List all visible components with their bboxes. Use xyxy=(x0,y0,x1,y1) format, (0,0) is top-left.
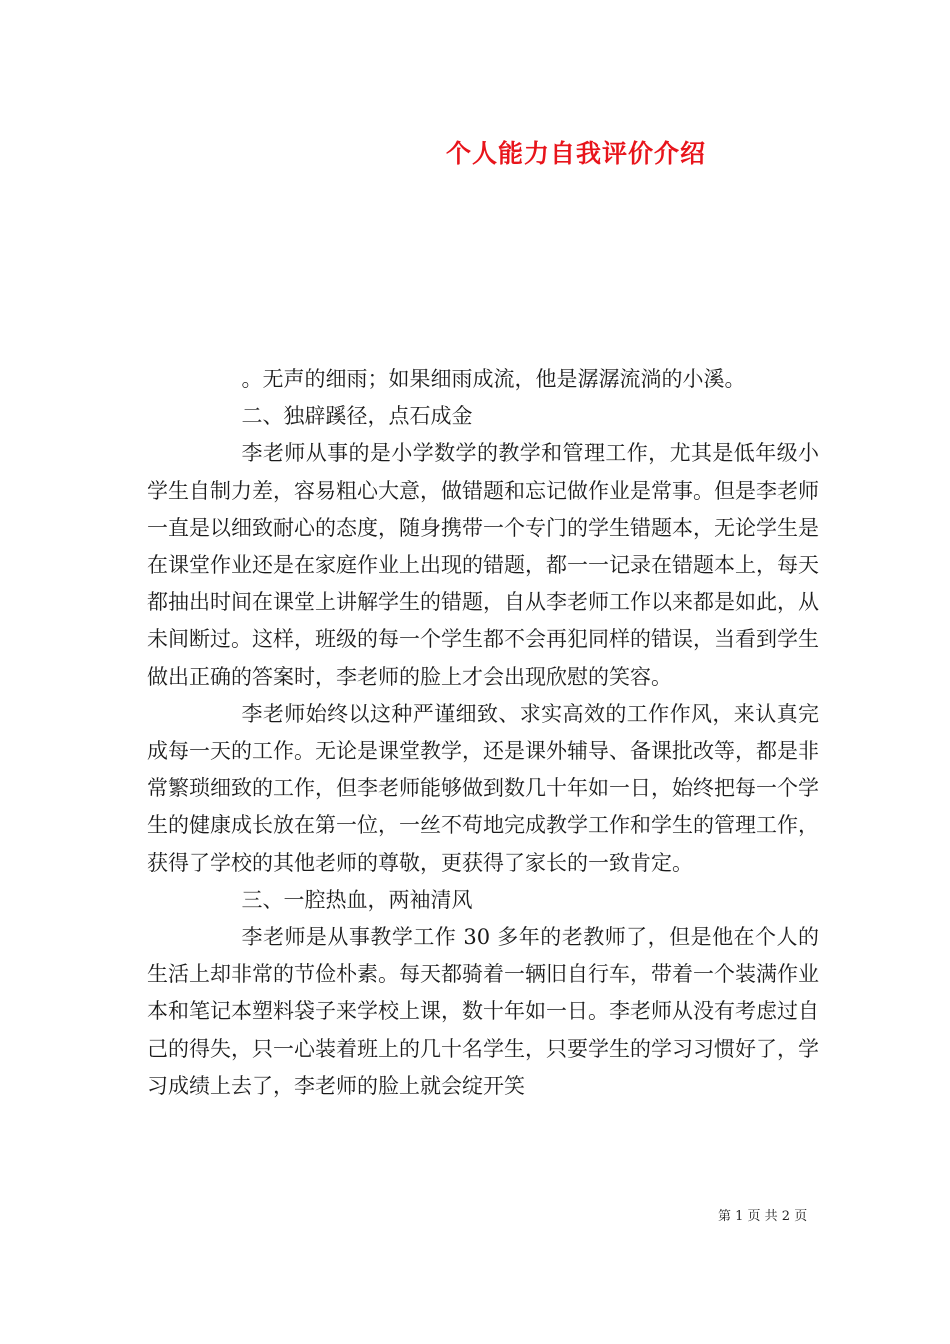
paragraph-body: 李老师是从事教学工作 30 多年的老教师了，但是他在个人的生活上却非常的节俭朴素。每天都骑着一辆旧自行车，带着一个装满作业本和笔记本塑料袋子来学校上课，数十年如一日。李老师从没有考虑过自己的得失，只一心装着班上的几十名学生，只要学生的学习习惯好了，学习成绩上去了，李老师的脸上就会绽开笑 xyxy=(147,925,819,1098)
document-body xyxy=(147,361,819,1105)
paragraph-body: 李老师始终以这种严谨细致、求实高效的工作作风，来认真完成每一天的工作。无论是课堂教学，还是课外辅导、备课批改等，都是非常繁琐细致的工作，但李老师能够做到数几十年如一日，始终把每一个学生的健康成长放在第一位，一丝不苟地完成教学工作和学生的管理工作，获得了学校的其他老师的尊敬，更获得了家长的一致肯定。 xyxy=(147,701,819,875)
section-heading-2: 二、独辟蹊径，点石成金 xyxy=(241,404,473,429)
section-heading-3: 三、一腔热血，两袖清风 xyxy=(241,887,473,912)
paragraph-intro: 。无声的细雨；如果细雨成流，他是潺潺流淌的小溪。 xyxy=(241,367,746,391)
page-title: 个人能力自我评价介绍 xyxy=(445,139,706,168)
paragraph-body: 李老师从事的是小学数学的教学和管理工作，尤其是低年级小学生自制力差，容易粗心大意，做错题和忘记做作业是常事。但是李老师一直是以细致耐心的态度，随身携带一个专门的学生错题本，无论学生是在课堂作业还是在家庭作业上出现的错题，都一一记录在错题本上，每天都抽出时间在课堂上讲解学生的错题，自从李老师工作以来都是如此，从未间断过。这样，班级的每一个学生都不会再犯同样的错误，当看到学生做出正确的答案时，李老师的脸上才会出现欣慰的笑容。 xyxy=(147,441,819,689)
page-number: 第 1 页 共 2 页 xyxy=(718,1209,808,1224)
